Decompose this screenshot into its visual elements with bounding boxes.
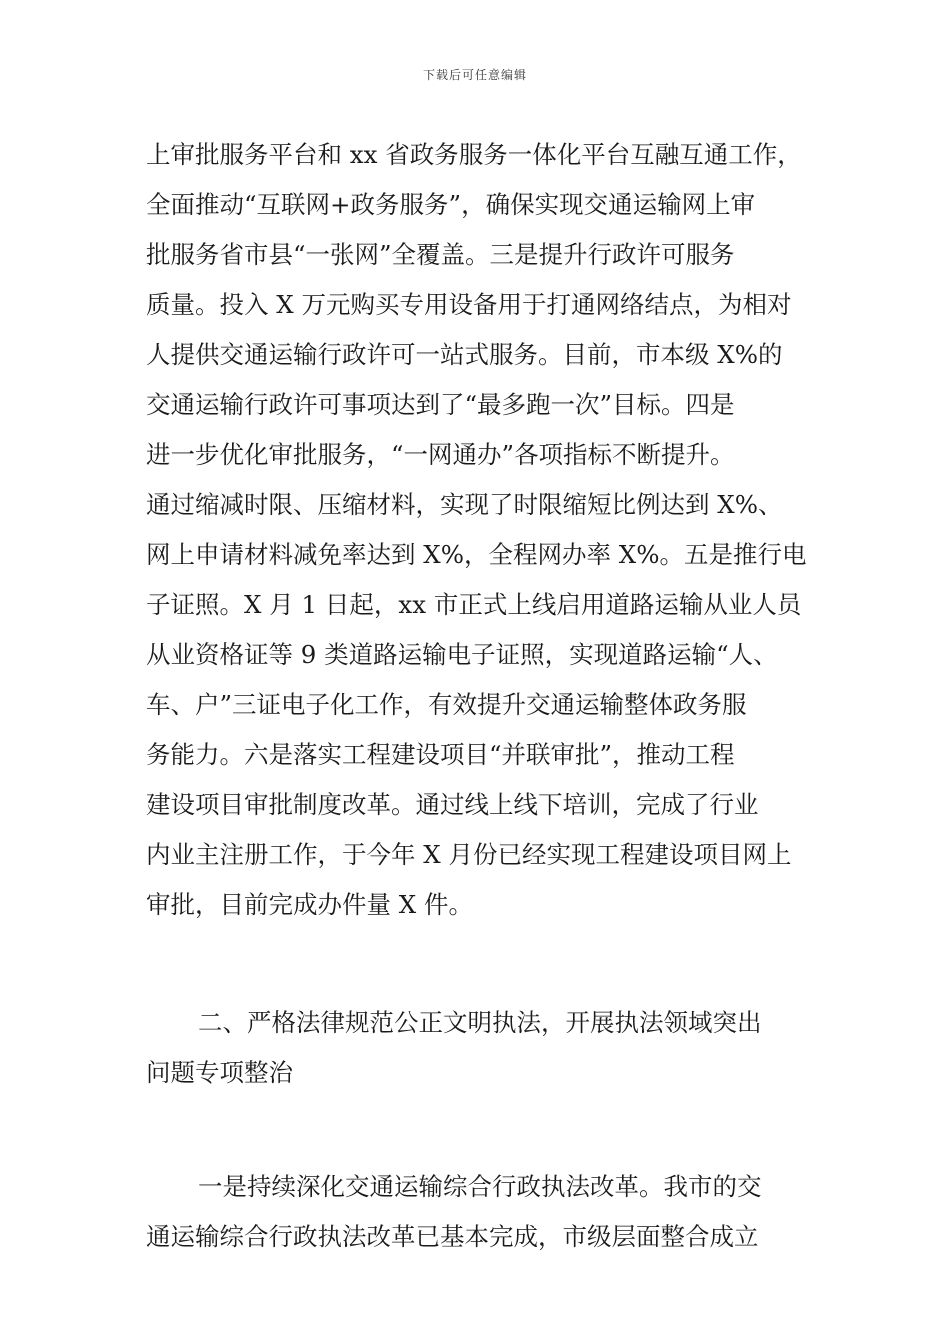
text-line: 一是持续深化交通运输综合行政执法改革。我市的交 xyxy=(198,1172,762,1201)
heading-line: 二、严格法律规范公正文明执法，开展执法领域突出 xyxy=(198,1008,762,1037)
text-line: 通过缩减时限、压缩材料，实现了时限缩短比例达到 X%、 xyxy=(146,490,783,519)
text-line: 全面推动“互联网+政务服务”，确保实现交通运输网上审 xyxy=(146,190,756,219)
text-line: 通运输综合行政执法改革已基本完成，市级层面整合成立 xyxy=(146,1222,759,1251)
text-line: 上审批服务平台和 xx 省政务服务一体化平台互融互通工作， xyxy=(146,140,802,169)
text-line: 子证照。X 月 1 日起，xx 市正式上线启用道路运输从业人员 xyxy=(146,590,802,619)
text-line: 车、户”三证电子化工作，有效提升交通运输整体政务服 xyxy=(146,690,747,719)
text-line: 务能力。六是落实工程建设项目“并联审批”，推动工程 xyxy=(146,740,735,769)
text-line: 进一步优化审批服务，“一网通办”各项指标不断提升。 xyxy=(146,440,735,469)
paragraph-approval-services xyxy=(146,130,816,930)
text-line: 批服务省市县“一张网”全覆盖。三是提升行政许可服务 xyxy=(146,240,735,269)
section-heading-law-enforcement xyxy=(146,998,816,1098)
text-line: 网上申请材料减免率达到 X%，全程网办率 X%。五是推行电 xyxy=(146,540,807,569)
text-line: 交通运输行政许可事项达到了“最多跑一次”目标。四是 xyxy=(146,390,735,419)
text-line: 人提供交通运输行政许可一站式服务。目前，市本级 X%的 xyxy=(146,340,783,369)
text-line: 内业主注册工作，于今年 X 月份已经实现工程建设项目网上 xyxy=(146,840,792,869)
text-line: 从业资格证等 9 类道路运输电子证照，实现道路运输“人、 xyxy=(146,640,778,669)
paragraph-enforcement-reform xyxy=(146,1162,816,1262)
text-line: 建设项目审批制度改革。通过线上线下培训，完成了行业 xyxy=(146,790,759,819)
text-line: 质量。投入 X 万元购买专用设备用于打通网络结点，为相对 xyxy=(146,290,792,319)
document-body xyxy=(146,130,816,1262)
text-line: 审批，目前完成办件量 X 件。 xyxy=(146,890,474,919)
page-header-note: 下载后可任意编辑 xyxy=(422,68,527,82)
heading-line: 问题专项整治 xyxy=(146,1058,293,1087)
